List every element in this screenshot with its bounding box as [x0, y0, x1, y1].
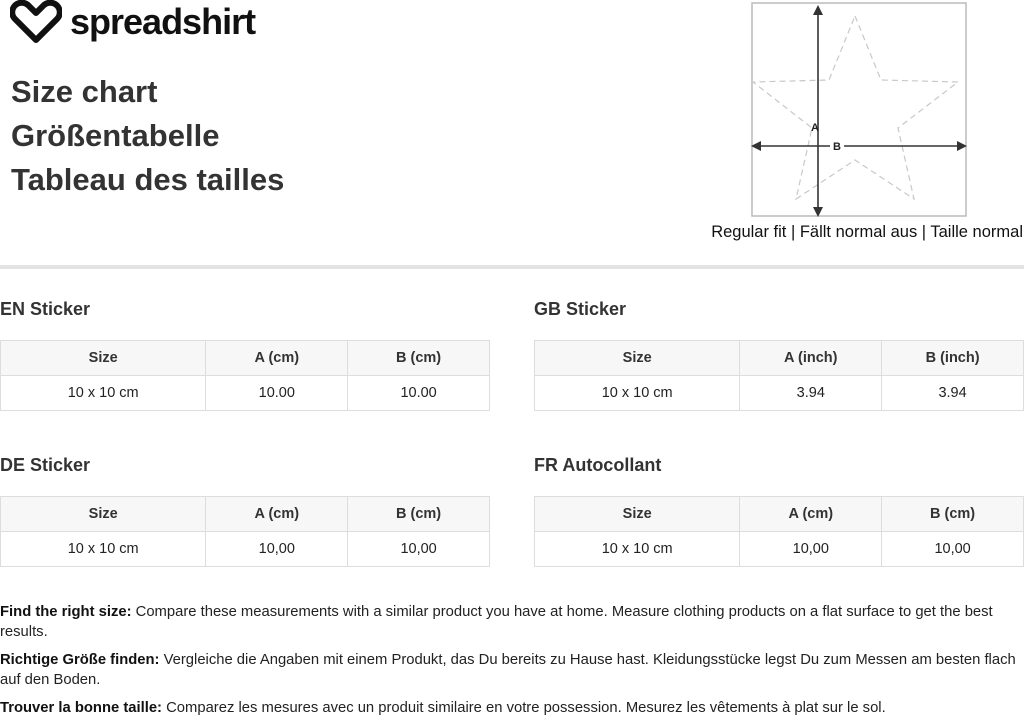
note-label: Richtige Größe finden: — [0, 652, 160, 668]
cell-b: 10,00 — [882, 532, 1024, 567]
divider — [0, 265, 1024, 269]
measurement-notes — [0, 602, 1022, 726]
label-a: A — [811, 122, 819, 134]
header-size: Size — [1, 341, 206, 376]
brand-logo — [10, 0, 255, 44]
header-a: A (inch) — [740, 341, 882, 376]
header-b: B (cm) — [348, 497, 490, 532]
table-row — [535, 532, 1024, 567]
title-en: Size chart — [11, 74, 158, 109]
title-de: Größentabelle — [11, 118, 220, 153]
size-table-gb — [534, 295, 1024, 411]
cell-a: 3.94 — [740, 376, 882, 411]
table-row — [535, 376, 1024, 411]
cell-b: 10.00 — [348, 376, 490, 411]
cell-size: 10 x 10 cm — [535, 376, 740, 411]
cell-a: 10.00 — [206, 376, 348, 411]
header-b: B (cm) — [348, 341, 490, 376]
cell-size: 10 x 10 cm — [535, 532, 740, 567]
header-b: B (cm) — [882, 497, 1024, 532]
header-b: B (inch) — [882, 341, 1024, 376]
note-text: Vergleiche die Angaben mit einem Produkt, das Du bereits zu Hause hast. Kleidungsstücke legst Du zum Messen am besten flach auf den Boden. — [0, 652, 1016, 688]
size-table-en — [0, 295, 490, 411]
heart-logo-icon — [10, 0, 62, 44]
sticker-measurement-diagram — [751, 2, 967, 217]
header-a: A (cm) — [206, 341, 348, 376]
header-a: A (cm) — [206, 497, 348, 532]
label-b: B — [833, 141, 841, 153]
table-row — [1, 532, 490, 567]
cell-size: 10 x 10 cm — [1, 376, 206, 411]
brand-name: spreadshirt — [70, 1, 256, 42]
header-size: Size — [1, 497, 206, 532]
header-size: Size — [535, 497, 740, 532]
note-fr — [0, 698, 1022, 718]
table-title: FR Autocollant — [534, 455, 662, 475]
note-label: Find the right size: — [0, 604, 132, 620]
cell-a: 10,00 — [206, 532, 348, 567]
note-label: Trouver la bonne taille: — [0, 700, 162, 716]
note-de — [0, 650, 1022, 690]
title-fr: Tableau des tailles — [11, 162, 285, 197]
size-table-fr — [534, 451, 1024, 567]
cell-b: 10,00 — [348, 532, 490, 567]
table-row — [1, 376, 490, 411]
size-table-de — [0, 451, 490, 567]
fit-description: Regular fit | Fällt normal aus | Taille normal — [711, 223, 1023, 241]
header-a: A (cm) — [740, 497, 882, 532]
header-size: Size — [535, 341, 740, 376]
note-text: Comparez les mesures avec un produit similaire en votre possession. Mesurez les vêtements à plat sur le sol. — [161, 700, 886, 716]
table-title: EN Sticker — [0, 299, 91, 319]
cell-b: 3.94 — [882, 376, 1024, 411]
table-title: DE Sticker — [0, 455, 91, 475]
note-en — [0, 602, 1022, 642]
table-title: GB Sticker — [534, 299, 627, 319]
page-titles — [11, 70, 284, 202]
cell-a: 10,00 — [740, 532, 882, 567]
note-text: Compare these measurements with a similar product you have at home. Measure clothing products on a flat surface to get the best results. — [0, 604, 993, 640]
cell-size: 10 x 10 cm — [1, 532, 206, 567]
